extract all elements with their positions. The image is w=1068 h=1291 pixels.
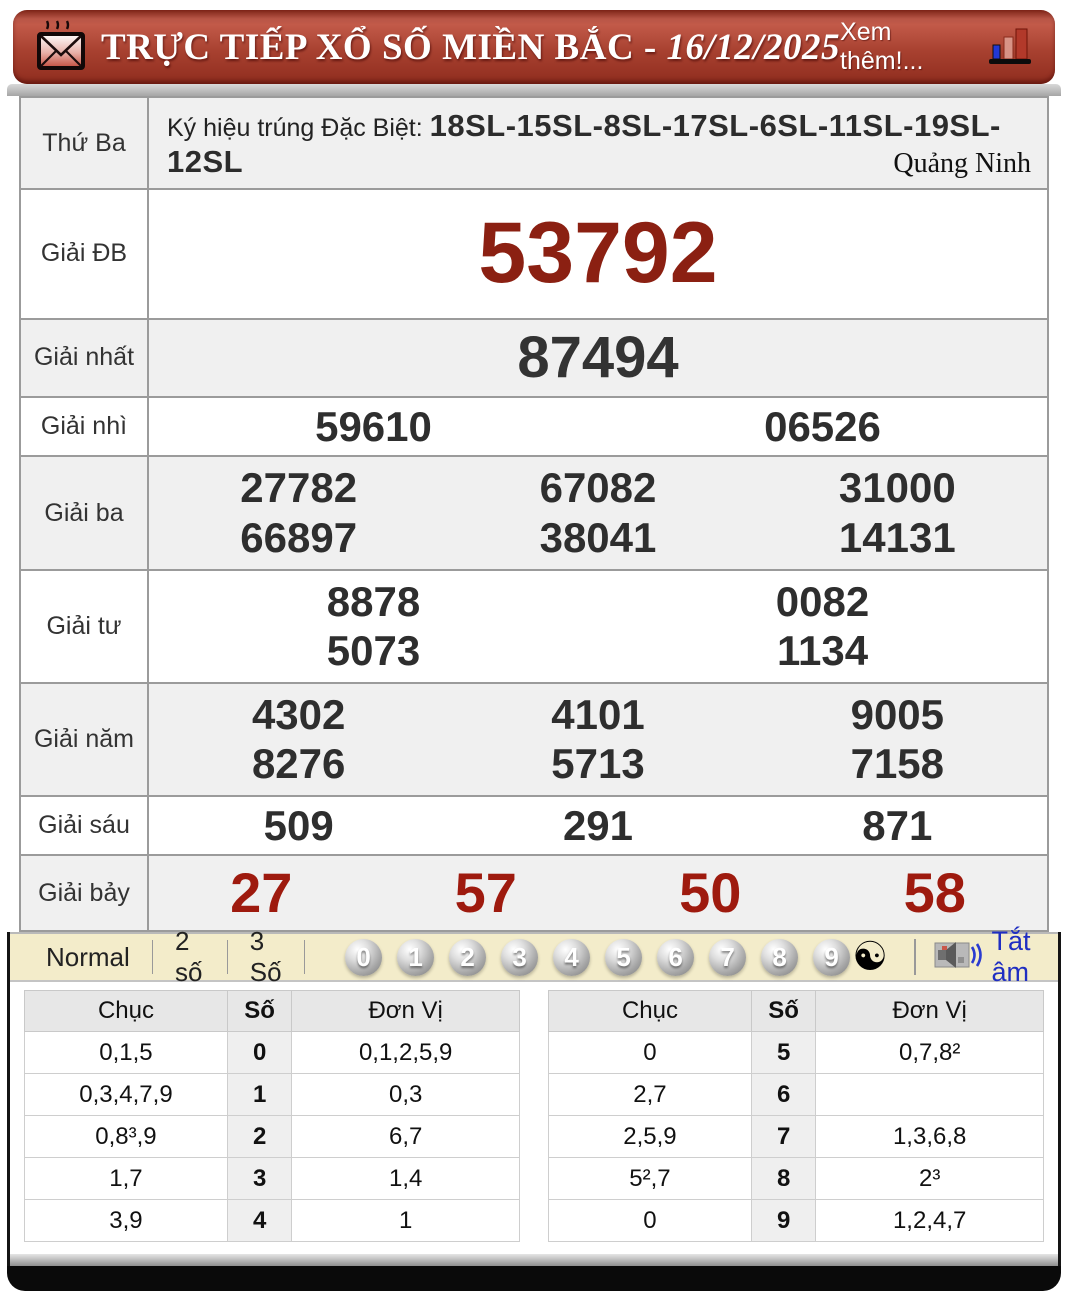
control-divider bbox=[914, 939, 916, 975]
digit-table-header: Số bbox=[227, 991, 291, 1032]
prize-number: 8878 bbox=[326, 577, 421, 625]
ball-9[interactable]: 9 bbox=[813, 939, 850, 976]
mode-switcher bbox=[24, 926, 305, 988]
prize-number: 59610 bbox=[315, 402, 432, 450]
prize-number: 4101 bbox=[551, 690, 645, 738]
prize-values bbox=[149, 571, 1047, 682]
prize-values bbox=[149, 320, 1047, 396]
prize-row bbox=[21, 190, 1047, 320]
yinyang-icon[interactable]: ☯ bbox=[852, 934, 888, 979]
prize-number: 66897 bbox=[240, 514, 358, 562]
digit-cell: 3,9 bbox=[25, 1200, 228, 1242]
lottery-widget bbox=[7, 10, 1061, 1291]
digit-cell: 0,3 bbox=[292, 1074, 520, 1116]
symbol-codes: 18SL-15SL-8SL-17SL-6SL-11SL-19SL-12SL bbox=[167, 108, 1001, 179]
ball-3[interactable]: 3 bbox=[501, 939, 538, 976]
digit-cell: 2³ bbox=[816, 1158, 1044, 1200]
envelope-icon bbox=[35, 19, 87, 75]
special-symbols bbox=[149, 98, 1047, 188]
digit-cell: 0,8³,9 bbox=[25, 1116, 228, 1158]
digit-table-header: Chục bbox=[25, 991, 228, 1032]
prize-number: 57 bbox=[454, 861, 517, 925]
prize-number: 53792 bbox=[478, 205, 718, 301]
prize-row bbox=[21, 856, 1047, 932]
ball-5[interactable]: 5 bbox=[605, 939, 642, 976]
digit-table bbox=[548, 990, 1044, 1242]
digit-cell: 1,4 bbox=[292, 1158, 520, 1200]
prize-number: 871 bbox=[862, 801, 933, 849]
prize-row bbox=[21, 797, 1047, 857]
digit-cell: 1,2,4,7 bbox=[816, 1200, 1044, 1242]
prize-line bbox=[149, 324, 1047, 392]
digit-table-header: Số bbox=[751, 991, 815, 1032]
prize-number: 06526 bbox=[764, 402, 881, 450]
digit-table-row bbox=[25, 1074, 520, 1116]
prize-number: 67082 bbox=[539, 464, 657, 512]
prize-number: 5073 bbox=[326, 627, 421, 675]
lottery-page bbox=[0, 10, 1068, 1291]
digit-cell: 0 bbox=[549, 1032, 752, 1074]
prize-row bbox=[21, 320, 1047, 398]
mode-normal[interactable]: Normal bbox=[46, 941, 130, 972]
digit-cell: 5 bbox=[751, 1032, 815, 1074]
digit-table-row bbox=[549, 1158, 1044, 1200]
ball-8[interactable]: 8 bbox=[761, 939, 798, 976]
digit-table-header: Đơn Vị bbox=[816, 991, 1044, 1032]
digit-cell bbox=[816, 1074, 1044, 1116]
weekday-label: Thứ Ba bbox=[21, 98, 149, 188]
digit-statistics bbox=[10, 982, 1058, 1254]
prize-line bbox=[149, 402, 1047, 452]
mode-3-số[interactable]: 3 Số bbox=[249, 926, 282, 988]
prize-values bbox=[149, 684, 1047, 795]
prize-label: Giải sáu bbox=[21, 797, 149, 855]
prize-number: 509 bbox=[263, 801, 334, 849]
prize-values bbox=[149, 190, 1047, 318]
ball-0[interactable]: 0 bbox=[345, 939, 382, 976]
ball-4[interactable]: 4 bbox=[553, 939, 590, 976]
mode-separator bbox=[304, 940, 305, 974]
digit-balls bbox=[345, 939, 850, 976]
prize-number: 58 bbox=[903, 861, 966, 925]
bottom-shadow-strip bbox=[10, 1254, 1058, 1266]
info-row bbox=[21, 98, 1047, 190]
header-shadow-strip bbox=[7, 84, 1061, 96]
digit-cell: 0,1,2,5,9 bbox=[292, 1032, 520, 1074]
digit-cell: 6,7 bbox=[292, 1116, 520, 1158]
prize-row bbox=[21, 457, 1047, 570]
control-bar bbox=[10, 926, 1058, 988]
prize-line bbox=[149, 801, 1047, 851]
prize-number: 1134 bbox=[776, 627, 869, 675]
speaker-icon bbox=[934, 939, 982, 976]
header-right bbox=[840, 18, 1033, 76]
prize-values bbox=[149, 398, 1047, 456]
ball-2[interactable]: 2 bbox=[449, 939, 486, 976]
prize-number: 31000 bbox=[838, 464, 956, 512]
digit-cell: 9 bbox=[751, 1200, 815, 1242]
prize-label: Giải bảy bbox=[21, 856, 149, 930]
prize-line bbox=[149, 690, 1047, 740]
prize-row bbox=[21, 684, 1047, 797]
digit-cell: 1,3,6,8 bbox=[816, 1116, 1044, 1158]
prize-row bbox=[21, 571, 1047, 684]
digit-table-row bbox=[25, 1032, 520, 1074]
mode-2-số[interactable]: 2 số bbox=[175, 926, 203, 988]
prize-number: 4302 bbox=[251, 690, 346, 738]
prize-number: 8276 bbox=[251, 740, 346, 788]
results-area bbox=[7, 96, 1061, 932]
digit-table-row bbox=[549, 1074, 1044, 1116]
prize-line bbox=[149, 577, 1047, 627]
see-more-link[interactable]: Xem thêm!... bbox=[840, 18, 924, 75]
digit-table-row bbox=[25, 1158, 520, 1200]
digit-cell: 1,7 bbox=[25, 1158, 228, 1200]
lower-frame bbox=[7, 926, 1061, 1266]
header-bar bbox=[13, 10, 1055, 84]
prize-line bbox=[149, 860, 1047, 926]
prize-label: Giải nhì bbox=[21, 398, 149, 456]
province-label: Quảng Ninh bbox=[893, 148, 1031, 179]
digit-cell: 5²,7 bbox=[549, 1158, 752, 1200]
bar-chart-icon[interactable] bbox=[987, 25, 1033, 69]
prize-values bbox=[149, 856, 1047, 930]
prize-number: 38041 bbox=[539, 514, 657, 562]
prize-number: 87494 bbox=[517, 324, 679, 390]
prize-label: Giải ba bbox=[21, 457, 149, 568]
digit-cell: 2 bbox=[227, 1116, 291, 1158]
prize-label: Giải ĐB bbox=[21, 190, 149, 318]
prize-rows bbox=[21, 190, 1047, 932]
prize-line bbox=[149, 739, 1047, 789]
ball-6[interactable]: 6 bbox=[657, 939, 694, 976]
bottom-frame-bar bbox=[7, 1266, 1061, 1291]
prize-number: 14131 bbox=[838, 514, 956, 562]
symbol-prefix: Ký hiệu trúng Đặc Biệt: bbox=[167, 114, 430, 142]
prize-values bbox=[149, 797, 1047, 855]
digit-table-header: Đơn Vị bbox=[292, 991, 520, 1032]
prize-label: Giải tư bbox=[21, 571, 149, 682]
digit-table-row bbox=[549, 1116, 1044, 1158]
prize-number: 7158 bbox=[850, 740, 945, 788]
digit-cell: 1 bbox=[227, 1074, 291, 1116]
mute-toggle[interactable] bbox=[934, 926, 1045, 988]
digit-cell: 2,5,9 bbox=[549, 1116, 752, 1158]
results-table bbox=[19, 96, 1049, 932]
digit-cell: 0 bbox=[227, 1032, 291, 1074]
prize-number: 27 bbox=[230, 861, 293, 925]
digit-cell: 7 bbox=[751, 1116, 815, 1158]
prize-label: Giải nhất bbox=[21, 320, 149, 396]
digit-cell: 4 bbox=[227, 1200, 291, 1242]
prize-number: 291 bbox=[562, 801, 634, 849]
prize-row bbox=[21, 398, 1047, 458]
draw-date: 16/12/2025 bbox=[666, 26, 841, 68]
prize-line bbox=[149, 200, 1047, 308]
digit-cell: 1 bbox=[292, 1200, 520, 1242]
ball-1[interactable]: 1 bbox=[397, 939, 434, 976]
digit-cell: 3 bbox=[227, 1158, 291, 1200]
prize-label: Giải năm bbox=[21, 684, 149, 795]
digit-cell: 2,7 bbox=[549, 1074, 752, 1116]
page-title: TRỰC TIẾP XỔ SỐ MIỀN BẮC - 16/12/2025 bbox=[101, 26, 841, 68]
digit-table-row bbox=[25, 1116, 520, 1158]
prize-line bbox=[149, 463, 1047, 513]
mute-label: Tắt âm bbox=[991, 926, 1031, 988]
digit-cell: 0,1,5 bbox=[25, 1032, 228, 1074]
prize-line bbox=[149, 513, 1047, 563]
digit-cell: 0,7,8² bbox=[816, 1032, 1044, 1074]
prize-values bbox=[149, 457, 1047, 568]
prize-line bbox=[149, 626, 1047, 676]
prize-number: 0082 bbox=[775, 577, 870, 625]
digit-table-header: Chục bbox=[549, 991, 752, 1032]
digit-cell: 8 bbox=[751, 1158, 815, 1200]
digit-table bbox=[24, 990, 520, 1242]
prize-number: 9005 bbox=[850, 690, 945, 738]
digit-cell: 0 bbox=[549, 1200, 752, 1242]
prize-number: 50 bbox=[679, 861, 742, 925]
digit-table-row bbox=[549, 1200, 1044, 1242]
prize-number: 5713 bbox=[551, 740, 645, 788]
digit-table-row bbox=[549, 1032, 1044, 1074]
digit-cell: 0,3,4,7,9 bbox=[25, 1074, 228, 1116]
digit-cell: 6 bbox=[751, 1074, 815, 1116]
ball-7[interactable]: 7 bbox=[709, 939, 746, 976]
digit-table-row bbox=[25, 1200, 520, 1242]
prize-number: 27782 bbox=[240, 464, 358, 512]
